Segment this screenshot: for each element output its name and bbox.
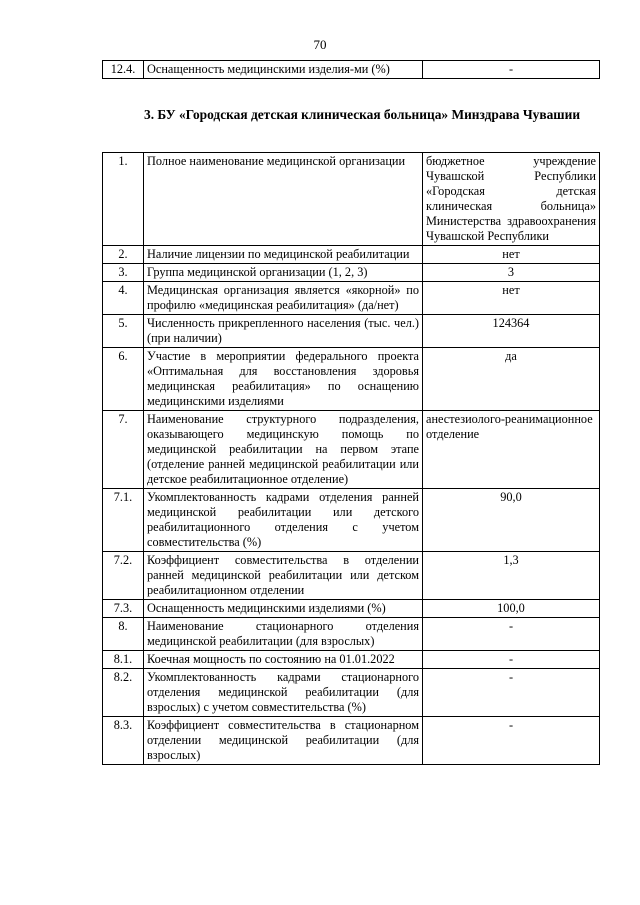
row-parameter: Коэффициент совместительства в отделении ранней медицинской реабилитации или детском реабилитационном отделении: [144, 552, 423, 600]
table-row: [103, 153, 600, 246]
row-number: 8.2.: [103, 669, 144, 717]
row-number: 12.4.: [103, 61, 144, 79]
row-number: 7.3.: [103, 600, 144, 618]
row-parameter: Участие в мероприятии федерального проекта «Оптимальная для восстановления здоровья медицинская реабилитация» по оснащению медицинскими изделиями: [144, 348, 423, 411]
table-row: [103, 411, 600, 489]
row-parameter: Наименование структурного подразделения, оказывающего медицинскую помощь по медицинской реабилитации на первом этапе (отделение ранней медицинской реабилитации или детское реабилитационное отделение): [144, 411, 423, 489]
row-parameter: Оснащенность медицинскими изделиями (%): [144, 600, 423, 618]
row-value: -: [423, 717, 600, 765]
row-value: 3: [423, 264, 600, 282]
row-value: 90,0: [423, 489, 600, 552]
row-value: бюджетное учреждение Чувашской Республики «Городская детская клиническая больница» Министерства здравоохранения Чувашской Республики: [423, 153, 600, 246]
row-number: 7.: [103, 411, 144, 489]
row-value: -: [423, 651, 600, 669]
row-parameter: Коэффициент совместительства в стационарном отделении медицинской реабилитации (для взрослых): [144, 717, 423, 765]
row-value: нет: [423, 246, 600, 264]
row-number: 4.: [103, 282, 144, 315]
row-parameter: Группа медицинской организации (1, 2, 3): [144, 264, 423, 282]
row-number: 2.: [103, 246, 144, 264]
row-value: нет: [423, 282, 600, 315]
table-row: [103, 618, 600, 651]
continued-table: [102, 60, 600, 79]
table-row: [103, 246, 600, 264]
row-number: 8.: [103, 618, 144, 651]
row-value: -: [423, 618, 600, 651]
row-number: 6.: [103, 348, 144, 411]
hospital-info-table: [102, 152, 600, 765]
section-heading: 3. БУ «Городская детская клиническая больница» Минздрава Чувашии: [144, 107, 581, 122]
row-parameter: Укомплектованность кадрами стационарного отделения медицинской реабилитации (для взрослых) с учетом совместительства (%): [144, 669, 423, 717]
row-parameter: Укомплектованность кадрами отделения ранней медицинской реабилитации или детского реабилитационного отделения с учетом совместительства (%): [144, 489, 423, 552]
row-parameter: Оснащенность медицинскими изделия-ми (%): [144, 61, 423, 79]
table-row: [103, 489, 600, 552]
table-row: [103, 282, 600, 315]
row-value: 100,0: [423, 600, 600, 618]
table-row: [103, 348, 600, 411]
row-value: 124364: [423, 315, 600, 348]
row-number: 8.1.: [103, 651, 144, 669]
table-row: [103, 61, 600, 79]
row-number: 8.3.: [103, 717, 144, 765]
table-row: [103, 315, 600, 348]
row-value: анестезиолого-реанимационное отделение: [423, 411, 600, 489]
table-row: [103, 600, 600, 618]
row-value: -: [423, 669, 600, 717]
row-parameter: Наличие лицензии по медицинской реабилитации: [144, 246, 423, 264]
table-row: [103, 669, 600, 717]
row-number: 7.1.: [103, 489, 144, 552]
row-number: 7.2.: [103, 552, 144, 600]
row-parameter: Полное наименование медицинской организации: [144, 153, 423, 246]
table-row: [103, 651, 600, 669]
row-parameter: Численность прикрепленного населения (тыс. чел.) (при наличии): [144, 315, 423, 348]
row-number: 1.: [103, 153, 144, 246]
row-number: 3.: [103, 264, 144, 282]
row-value: -: [423, 61, 600, 79]
row-number: 5.: [103, 315, 144, 348]
row-parameter: Коечная мощность по состоянию на 01.01.2022: [144, 651, 423, 669]
row-value: 1,3: [423, 552, 600, 600]
row-value: да: [423, 348, 600, 411]
table-row: [103, 717, 600, 765]
page-number: 70: [313, 37, 327, 52]
row-parameter: Медицинская организация является «якорной» по профилю «медицинская реабилитация» (да/нет): [144, 282, 423, 315]
table-row: [103, 552, 600, 600]
table-row: [103, 264, 600, 282]
row-parameter: Наименование стационарного отделения медицинской реабилитации (для взрослых): [144, 618, 423, 651]
